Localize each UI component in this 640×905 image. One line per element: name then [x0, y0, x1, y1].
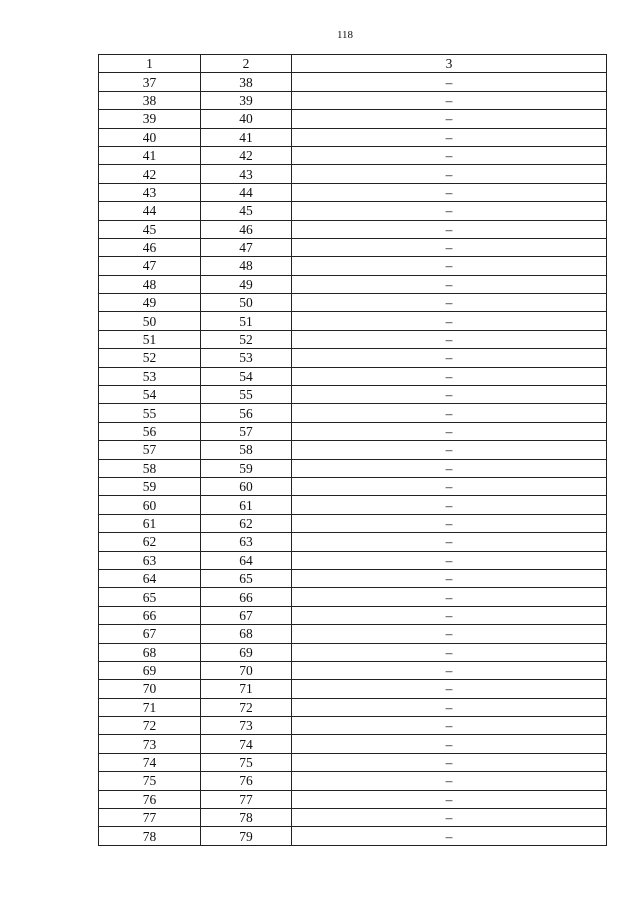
table-cell-col-1: 52	[99, 349, 201, 367]
table-cell-col-3: –	[292, 404, 607, 422]
table-row	[99, 275, 607, 293]
table-row	[99, 404, 607, 422]
table-cell-col-3: –	[292, 422, 607, 440]
table-cell-col-2: 78	[201, 809, 292, 827]
table-row	[99, 202, 607, 220]
table-cell-col-3: –	[292, 717, 607, 735]
table-body	[99, 73, 607, 845]
table-cell-col-3: –	[292, 735, 607, 753]
table-row	[99, 772, 607, 790]
table-cell-col-3: –	[292, 459, 607, 477]
table-row	[99, 294, 607, 312]
column-header-2: 2	[201, 55, 292, 73]
table-cell-col-2: 68	[201, 625, 292, 643]
table-cell-col-3: –	[292, 588, 607, 606]
page-number: 118	[336, 29, 354, 41]
table-row	[99, 459, 607, 477]
table-row	[99, 790, 607, 808]
table-cell-col-1: 69	[99, 661, 201, 679]
table-cell-col-1: 44	[99, 202, 201, 220]
table-row	[99, 606, 607, 624]
table-row	[99, 165, 607, 183]
table-row	[99, 91, 607, 109]
table-cell-col-3: –	[292, 661, 607, 679]
header-row	[99, 55, 607, 73]
table-cell-col-1: 59	[99, 477, 201, 495]
table-row	[99, 330, 607, 348]
table-cell-col-1: 77	[99, 809, 201, 827]
table-cell-col-1: 51	[99, 330, 201, 348]
table-row	[99, 625, 607, 643]
table-cell-col-2: 71	[201, 680, 292, 698]
table-cell-col-2: 56	[201, 404, 292, 422]
table-cell-col-3: –	[292, 625, 607, 643]
table-cell-col-1: 67	[99, 625, 201, 643]
table-row	[99, 146, 607, 164]
table-cell-col-3: –	[292, 146, 607, 164]
table-row	[99, 551, 607, 569]
table-row	[99, 349, 607, 367]
table-cell-col-2: 44	[201, 183, 292, 201]
table-cell-col-2: 55	[201, 386, 292, 404]
table-cell-col-2: 43	[201, 165, 292, 183]
table-row	[99, 827, 607, 845]
table-cell-col-3: –	[292, 330, 607, 348]
table-cell-col-2: 76	[201, 772, 292, 790]
table-row	[99, 588, 607, 606]
table-row	[99, 128, 607, 146]
table-cell-col-1: 37	[99, 73, 201, 91]
table-cell-col-2: 72	[201, 698, 292, 716]
table-cell-col-2: 46	[201, 220, 292, 238]
table-row	[99, 386, 607, 404]
table-row	[99, 533, 607, 551]
table-cell-col-2: 77	[201, 790, 292, 808]
table-cell-col-2: 45	[201, 202, 292, 220]
table-cell-col-1: 40	[99, 128, 201, 146]
table-row	[99, 110, 607, 128]
table-cell-col-3: –	[292, 312, 607, 330]
table-cell-col-3: –	[292, 772, 607, 790]
table-cell-col-2: 59	[201, 459, 292, 477]
table-cell-col-2: 60	[201, 477, 292, 495]
table-cell-col-2: 38	[201, 73, 292, 91]
table-cell-col-2: 79	[201, 827, 292, 845]
table-row	[99, 514, 607, 532]
table-cell-col-2: 64	[201, 551, 292, 569]
table-header	[99, 55, 607, 73]
table-cell-col-1: 65	[99, 588, 201, 606]
table-cell-col-3: –	[292, 606, 607, 624]
table-cell-col-2: 54	[201, 367, 292, 385]
table-cell-col-3: –	[292, 73, 607, 91]
table-cell-col-2: 47	[201, 238, 292, 256]
table-row	[99, 220, 607, 238]
table-cell-col-1: 72	[99, 717, 201, 735]
table-cell-col-1: 58	[99, 459, 201, 477]
table-row	[99, 422, 607, 440]
table-cell-col-2: 39	[201, 91, 292, 109]
table-cell-col-1: 62	[99, 533, 201, 551]
table-cell-col-3: –	[292, 441, 607, 459]
table-cell-col-1: 75	[99, 772, 201, 790]
table-row	[99, 753, 607, 771]
table-cell-col-3: –	[292, 680, 607, 698]
table-cell-col-3: –	[292, 569, 607, 587]
table-cell-col-3: –	[292, 110, 607, 128]
table-row	[99, 643, 607, 661]
table-cell-col-2: 63	[201, 533, 292, 551]
table-row	[99, 183, 607, 201]
table-cell-col-1: 63	[99, 551, 201, 569]
table-cell-col-3: –	[292, 551, 607, 569]
table-cell-col-3: –	[292, 643, 607, 661]
table-cell-col-1: 66	[99, 606, 201, 624]
table-row	[99, 496, 607, 514]
table-cell-col-3: –	[292, 220, 607, 238]
table-cell-col-2: 69	[201, 643, 292, 661]
table-cell-col-1: 60	[99, 496, 201, 514]
table-row	[99, 367, 607, 385]
table-cell-col-3: –	[292, 349, 607, 367]
table-cell-col-3: –	[292, 128, 607, 146]
table-cell-col-2: 65	[201, 569, 292, 587]
column-header-3: 3	[292, 55, 607, 73]
table-cell-col-1: 48	[99, 275, 201, 293]
table-cell-col-3: –	[292, 809, 607, 827]
table-cell-col-3: –	[292, 91, 607, 109]
table-cell-col-3: –	[292, 294, 607, 312]
table-cell-col-3: –	[292, 698, 607, 716]
table-cell-col-1: 73	[99, 735, 201, 753]
table-row	[99, 73, 607, 91]
table-cell-col-1: 68	[99, 643, 201, 661]
table-cell-col-2: 50	[201, 294, 292, 312]
table-cell-col-1: 57	[99, 441, 201, 459]
table-cell-col-2: 75	[201, 753, 292, 771]
table-cell-col-1: 74	[99, 753, 201, 771]
table-cell-col-1: 38	[99, 91, 201, 109]
table-cell-col-2: 67	[201, 606, 292, 624]
table-cell-col-2: 57	[201, 422, 292, 440]
table-cell-col-2: 41	[201, 128, 292, 146]
table-cell-col-2: 70	[201, 661, 292, 679]
table-row	[99, 661, 607, 679]
table-cell-col-2: 40	[201, 110, 292, 128]
table-cell-col-1: 64	[99, 569, 201, 587]
table-cell-col-1: 46	[99, 238, 201, 256]
table-cell-col-3: –	[292, 257, 607, 275]
table-cell-col-3: –	[292, 183, 607, 201]
table-row	[99, 735, 607, 753]
table-row	[99, 257, 607, 275]
table-row	[99, 698, 607, 716]
table-cell-col-1: 41	[99, 146, 201, 164]
table-cell-col-2: 51	[201, 312, 292, 330]
table-cell-col-1: 39	[99, 110, 201, 128]
table-cell-col-1: 70	[99, 680, 201, 698]
table-cell-col-1: 71	[99, 698, 201, 716]
table-cell-col-1: 45	[99, 220, 201, 238]
table-row	[99, 680, 607, 698]
table-cell-col-1: 56	[99, 422, 201, 440]
table-cell-col-1: 55	[99, 404, 201, 422]
table-cell-col-1: 54	[99, 386, 201, 404]
table-row	[99, 477, 607, 495]
table-cell-col-1: 76	[99, 790, 201, 808]
table-cell-col-3: –	[292, 238, 607, 256]
table-cell-col-1: 42	[99, 165, 201, 183]
table-cell-col-2: 73	[201, 717, 292, 735]
table-row	[99, 441, 607, 459]
table-row	[99, 238, 607, 256]
table-cell-col-3: –	[292, 165, 607, 183]
table-row	[99, 569, 607, 587]
table-cell-col-1: 50	[99, 312, 201, 330]
table-cell-col-1: 49	[99, 294, 201, 312]
table-row	[99, 809, 607, 827]
table-cell-col-3: –	[292, 827, 607, 845]
table-cell-col-3: –	[292, 386, 607, 404]
table-cell-col-3: –	[292, 753, 607, 771]
table-cell-col-3: –	[292, 496, 607, 514]
column-header-1: 1	[99, 55, 201, 73]
table-cell-col-2: 58	[201, 441, 292, 459]
table-cell-col-3: –	[292, 477, 607, 495]
table-row	[99, 717, 607, 735]
table-cell-col-3: –	[292, 533, 607, 551]
table-cell-col-3: –	[292, 790, 607, 808]
table-cell-col-2: 48	[201, 257, 292, 275]
table-cell-col-3: –	[292, 514, 607, 532]
table-cell-col-2: 74	[201, 735, 292, 753]
table-cell-col-2: 66	[201, 588, 292, 606]
table-cell-col-1: 78	[99, 827, 201, 845]
table-cell-col-2: 49	[201, 275, 292, 293]
table-cell-col-2: 42	[201, 146, 292, 164]
data-table	[98, 54, 607, 846]
table-cell-col-3: –	[292, 275, 607, 293]
table-cell-col-1: 53	[99, 367, 201, 385]
table-cell-col-2: 61	[201, 496, 292, 514]
table-cell-col-1: 43	[99, 183, 201, 201]
table-cell-col-3: –	[292, 202, 607, 220]
table-cell-col-2: 52	[201, 330, 292, 348]
table-cell-col-1: 61	[99, 514, 201, 532]
table-cell-col-1: 47	[99, 257, 201, 275]
table-row	[99, 312, 607, 330]
table-cell-col-3: –	[292, 367, 607, 385]
table-cell-col-2: 62	[201, 514, 292, 532]
table-cell-col-2: 53	[201, 349, 292, 367]
